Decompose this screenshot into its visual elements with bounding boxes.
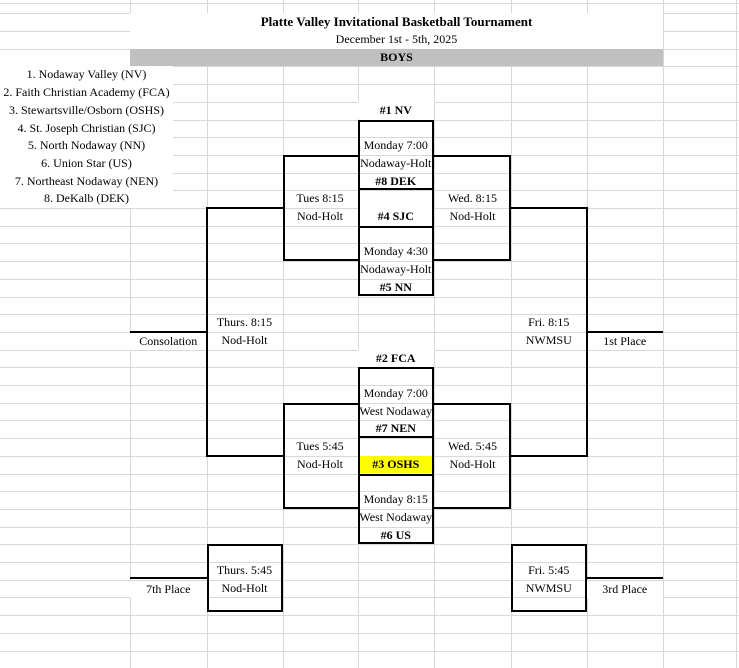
team-list-item-7[interactable]: 7. Northeast Nodaway (NEN) [0,173,173,191]
qf2-time[interactable]: Monday 4:30 [363,244,428,259]
gridline-row [0,438,739,439]
sf-lower-right-time[interactable]: Wed. 5:45 [447,439,498,454]
seventh-place-output-line [130,577,207,579]
sf-lower-right-site[interactable]: Nod-Holt [449,456,496,471]
qf1-time[interactable]: Monday 7:00 [363,138,428,153]
gridline-row [0,562,739,563]
consolation-bottom-connector [207,455,283,457]
qf2-bottom-seed[interactable]: #5 NN [379,279,412,294]
gridline-column [358,0,359,668]
sf-upper-left-time[interactable]: Tues 8:15 [296,191,344,206]
gridline-row [0,226,739,227]
team-list-item-5[interactable]: 5. North Nodaway (NN) [0,137,173,155]
consolation-site[interactable]: Nod-Holt [221,332,268,347]
sf-lower-left-time[interactable]: Tues 5:45 [296,439,344,454]
sf-lower-left-site[interactable]: Nod-Holt [297,456,343,471]
qf3-bottom-seed[interactable]: #7 NEN [375,421,416,436]
consolation-output-line [130,331,207,333]
qf2-top-seed[interactable]: #4 SJC [358,208,435,226]
sf-upper-left-site[interactable]: Nod-Holt [297,209,343,223]
tournament-title[interactable]: Platte Valley Invitational Basketball Tournament [130,13,663,31]
first-place-label[interactable]: 1st Place [587,333,664,351]
tournament-dates[interactable]: December 1st - 5th, 2025 [130,31,663,49]
gridline-row [0,544,739,545]
third-place-time[interactable]: Fri. 5:45 [528,563,570,577]
championship-site[interactable]: NWMSU [525,332,572,347]
team-list-item-6[interactable]: 6. Union Star (US) [0,155,173,173]
consolation-label[interactable]: Consolation [130,333,207,351]
qf4-time[interactable]: Monday 8:15 [363,492,428,507]
gridline-column [434,0,435,668]
championship-time[interactable]: Fri. 8:15 [528,315,570,330]
championship-top-connector [511,207,588,209]
gridline-row [0,314,739,315]
team-list-item-3[interactable]: 3. Stewartsville/Osborn (OSHS) [0,102,173,120]
gridline-column [283,0,284,668]
qf1-site[interactable]: Nodaway-Holt [360,155,432,170]
sf-upper-right-time[interactable]: Wed. 8:15 [447,191,498,206]
qf2-site[interactable]: Nodaway-Holt [360,262,432,277]
gridline-row [0,297,739,298]
gridline-row [0,367,739,368]
qf4-site[interactable]: West Nodaway [359,509,433,524]
third-place-output-line [587,577,664,579]
qf4-top-seed-cell[interactable]: #3 OSHS [358,456,435,474]
team-list-item-4[interactable]: 4. St. Joseph Christian (SJC) [0,120,173,138]
seventh-place-label[interactable]: 7th Place [130,581,207,599]
seventh-place-site[interactable]: Nod-Holt [221,580,268,595]
gridline-row [0,633,739,634]
gridline-row [0,3,739,4]
team-list-item-8[interactable]: 8. DeKalb (DEK) [0,190,173,208]
qf4-bottom-seed[interactable]: #6 US [380,527,411,542]
championship-bottom-connector [511,455,588,457]
qf3-top-seed[interactable]: #2 FCA [358,350,435,368]
consolation-top-connector [207,207,283,209]
qf1-bottom-seed[interactable]: #8 DEK [375,173,417,188]
team-list-item-1[interactable]: 1. Nodaway Valley (NV) [0,66,173,84]
seventh-place-time[interactable]: Thurs. 5:45 [216,563,273,577]
third-place-site[interactable]: NWMSU [525,580,572,595]
gridline-row [0,474,739,475]
qf1-top-seed[interactable]: #1 NV [358,102,435,120]
gridline-column [663,0,664,668]
qf3-site[interactable]: West Nodaway [359,403,433,418]
gridline-row [0,651,739,652]
championship-output-line [587,331,664,333]
division-banner[interactable]: BOYS [130,49,663,67]
consolation-time[interactable]: Thurs. 8:15 [216,315,273,330]
sf-upper-right-site[interactable]: Nod-Holt [449,209,496,223]
gridline-column [736,0,737,668]
gridline-row [0,615,739,616]
team-list-item-2[interactable]: 2. Faith Christian Academy (FCA) [0,84,173,102]
third-place-label[interactable]: 3rd Place [587,581,664,599]
qf3-time[interactable]: Monday 7:00 [363,386,428,400]
